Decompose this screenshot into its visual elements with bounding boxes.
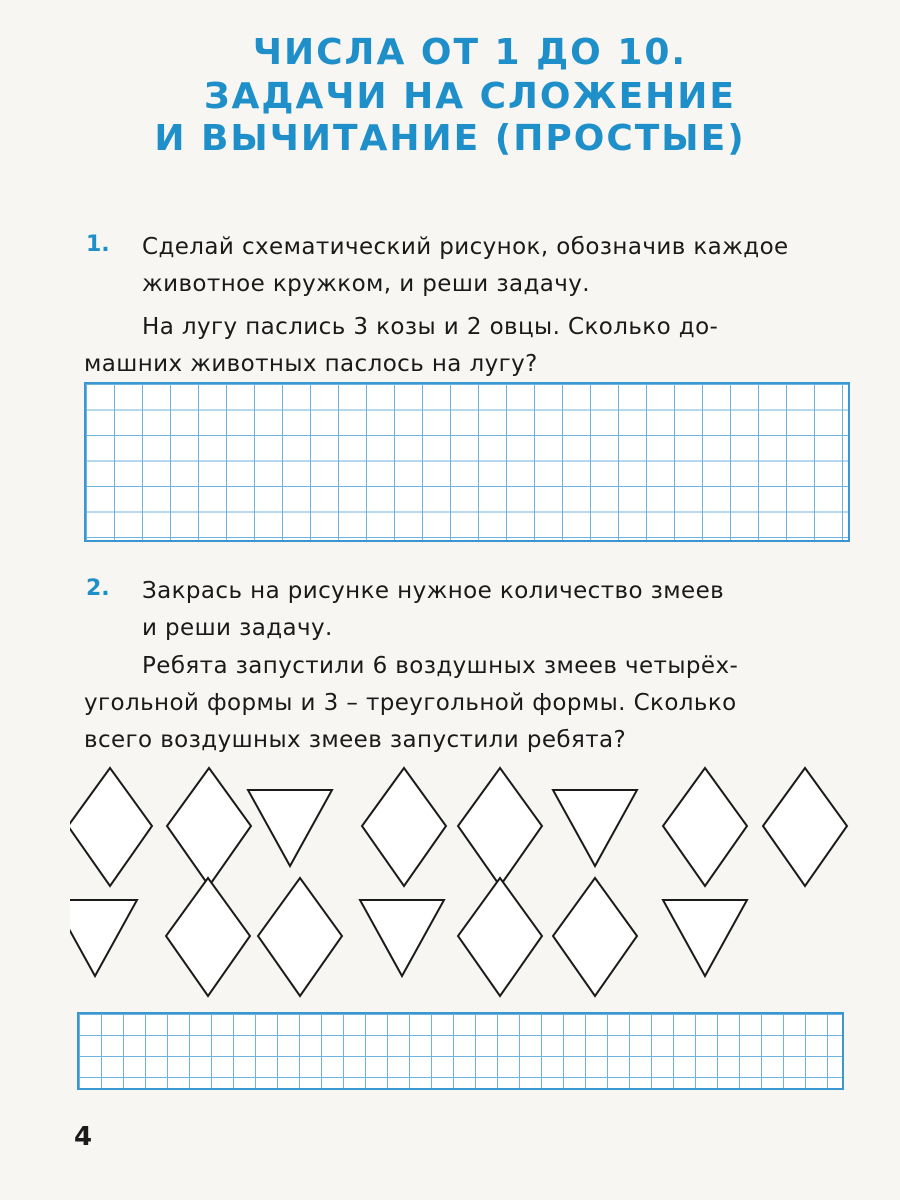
diamond-kite[interactable] xyxy=(458,878,542,996)
task-1-number: 1. xyxy=(86,232,110,257)
diamond-kite[interactable] xyxy=(553,878,637,996)
page-number: 4 xyxy=(74,1122,93,1152)
page-title-line-1: ЧИСЛА ОТ 1 ДО 10. xyxy=(252,32,688,73)
diamond-kite[interactable] xyxy=(70,768,152,886)
task-2-instruction xyxy=(142,573,850,647)
diamond-kite[interactable] xyxy=(362,768,446,886)
task-2-problem xyxy=(84,648,850,759)
triangle-kite[interactable] xyxy=(663,900,747,976)
task-1-instruction-line-2: животное кружком, и реши задачу. xyxy=(142,271,590,297)
answer-grid-task-1[interactable] xyxy=(84,382,850,542)
task-2-instruction-line-1: Закрась на рисунке нужное количество змеев xyxy=(142,578,725,604)
page-title-line-3: И ВЫЧИТАНИЕ (ПРОСТЫЕ) xyxy=(154,118,746,159)
triangle-kite[interactable] xyxy=(248,790,332,866)
kites-figure xyxy=(70,760,860,1000)
task-2-problem-line-2: угольной формы и 3 – треугольной формы. Сколько xyxy=(84,690,737,716)
triangle-kite[interactable] xyxy=(360,900,444,976)
diamond-kite[interactable] xyxy=(167,768,251,886)
task-2-number: 2. xyxy=(86,576,110,601)
task-1-problem-line-2: машних животных паслось на лугу? xyxy=(84,351,538,377)
task-2-instruction-line-2: и реши задачу. xyxy=(142,615,333,641)
triangle-kite[interactable] xyxy=(553,790,637,866)
task-1-problem xyxy=(84,309,850,383)
diamond-kite[interactable] xyxy=(258,878,342,996)
task-2-problem-line-1: Ребята запустили 6 воздушных змеев четырёх- xyxy=(142,653,739,679)
page-title-line-2: ЗАДАЧИ НА СЛОЖЕНИЕ xyxy=(203,76,737,117)
diamond-kite[interactable] xyxy=(458,768,542,886)
triangle-kite[interactable] xyxy=(70,900,137,976)
diamond-kite[interactable] xyxy=(166,878,250,996)
answer-grid-task-2[interactable] xyxy=(77,1012,844,1090)
task-1-instruction-line-1: Сделай схематический рисунок, обозначив каждое xyxy=(142,234,789,260)
task-1-problem-line-1: На лугу паслись 3 козы и 2 овцы. Сколько до- xyxy=(142,314,719,340)
diamond-kite[interactable] xyxy=(763,768,847,886)
task-1-instruction xyxy=(142,229,850,303)
diamond-kite[interactable] xyxy=(663,768,747,886)
task-2-problem-line-3: всего воздушных змеев запустили ребята? xyxy=(84,727,627,753)
